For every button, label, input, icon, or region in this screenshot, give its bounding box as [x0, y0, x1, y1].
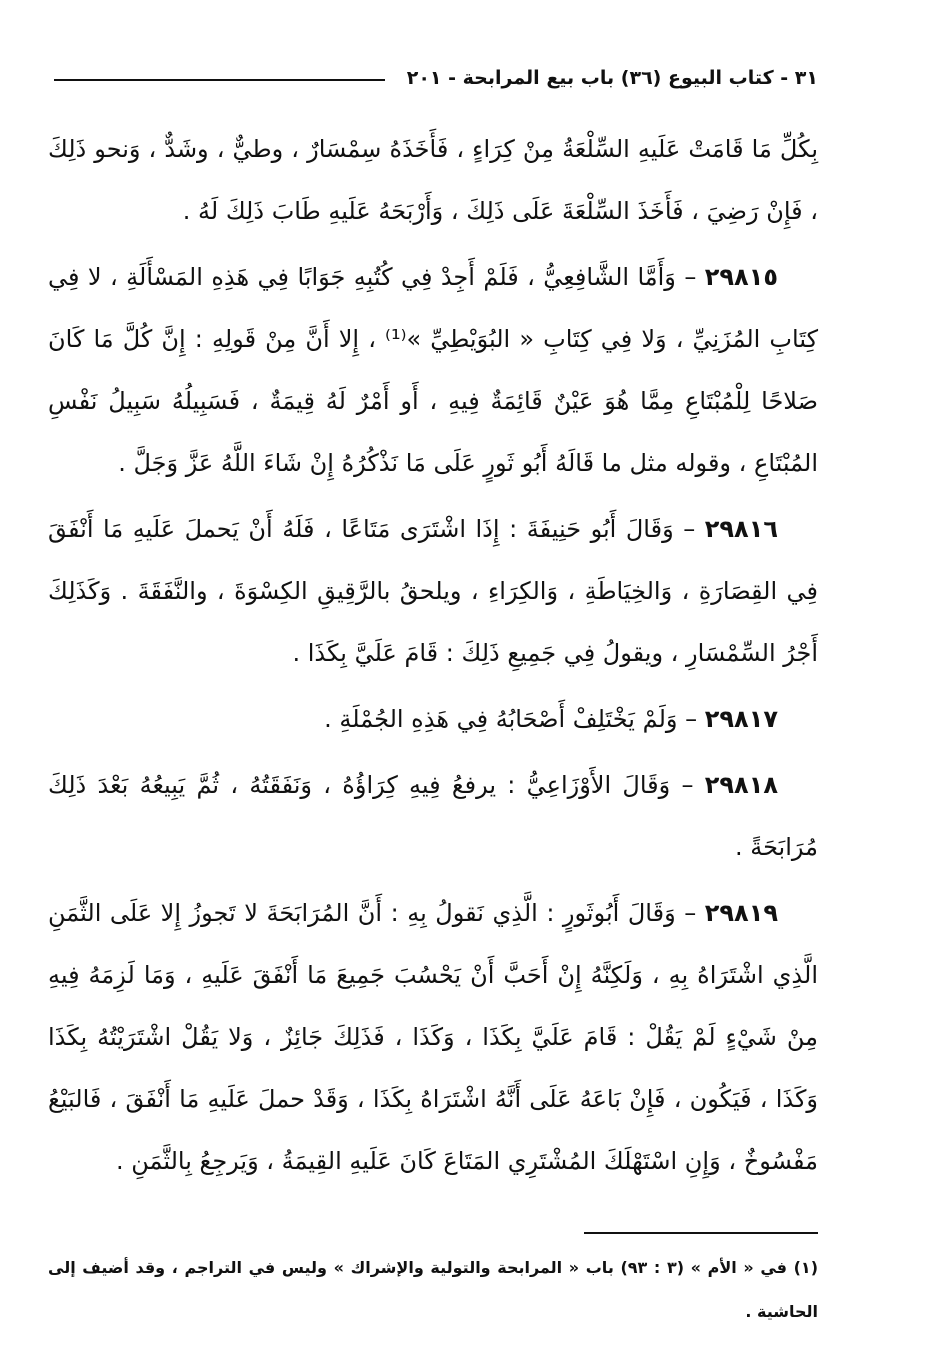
paragraph-29819 [48, 882, 818, 1192]
paragraph-text: – وَلَمْ يَخْتَلِفْ أَصْحَابُهُ فِي هَذِهِ الجُمْلَةِ . [324, 705, 698, 733]
footnote-rule [584, 1232, 818, 1234]
paragraph-continuation [48, 118, 818, 242]
paragraph-text: – وَقَالَ أَبُو حَنِيفَةَ : إِذَا اشْتَرَى مَتَاعًا ، فَلَهُ أَنْ يَحملَ عَلَيهِ مَا أَنْفَقَ فِي القِصَارَةِ ، وَالخِيَاطَةِ ، وَالكِرَاءِ ، ويلحقُ بالرَّقِيقِ الكِسْوَةَ ، والنَّفَقَةَ . وَكَذَلِكَ أَجْرُ السِّمْسَارِ ، ويقولُ فِي جَمِيعِ ذَلِكَ : قَامَ عَلَيَّ بِكَذَا . [48, 515, 818, 667]
paragraph-number: ٢٩٨١٨ [704, 771, 778, 799]
footnote-text: (١) في « الأم » (٣ : ٩٣) باب « المرابحة والتولية والإشراك » وليس في التراجم ، وقد أضيف إلى الحاشية . [48, 1258, 818, 1321]
paragraph-29817 [48, 688, 818, 750]
paragraph-number: ٢٩٨١٦ [704, 515, 778, 543]
paragraph-number: ٢٩٨١٩ [704, 899, 778, 927]
paragraph-text: بِكُلِّ مَا قَامَتْ عَلَيهِ السِّلْعَةُ مِنْ كِرَاءٍ ، فَأَخَذَهُ سِمْسَارٌ ، وطيٌّ ، وشَدٌّ ، وَنحو ذَلِكَ ، فَإِنْ رَضِيَ ، فَأَخَذَ السِّلْعَةَ عَلَى ذَلِكَ ، وَأَرْبَحَهُ عَلَيهِ طَابَ ذَلِكَ لَهُ . [48, 135, 818, 225]
header-title: ٣١ - كتاب البيوع (٣٦) باب بيع المرابحة - ٢٠١ [406, 67, 818, 89]
paragraph-number: ٢٩٨١٥ [704, 263, 778, 291]
paragraph-text: – وَأَمَّا الشَّافِعِيُّ ، فَلَمْ أَجِدْ فِي كُتُبِهِ جَوَابًا فِي هَذِهِ المَسْأَلَةِ ، لا فِي كِتَابِ المُزَنِيِّ ، وَلا فِي كِتَابِ « البُوَيْطِيِّ »⁽¹⁾ ، إِلا أَنَّ مِنْ قَولِهِ : إِنَّ كُلَّ مَا كَانَ صَلاحًا لِلْمُبْتَاعِ مِمَّا هُوَ عَيْنٌ قَائِمَةٌ فِيهِ ، أَو أَمْرٌ لَهُ قِيمَةٌ ، فَسَبِيلُهُ سَبِيلُ نَفْسِ المُبْتَاعِ ، وقوله مثل ما قَالَهُ أَبُو ثَورٍ عَلَى مَا نَذْكُرُهُ إِنْ شَاءَ اللَّهُ عَزَّ وَجَلَّ . [48, 263, 819, 477]
paragraph-29815 [48, 246, 818, 494]
paragraph-text: – وَقَالَ أَبُوثَورٍ : الَّذِي نَقولُ بِهِ : أَنَّ المُرَابَحَةَ لا تَجوزُ إِلا عَلَى الثَّمَنِ الَّذِي اشْتَرَاهُ بِهِ ، وَلَكِنَّهُ إِنْ أَحَبَّ أَنْ يَحْسُبَ جَمِيعَ مَا أَنْفَقَ عَلَيهِ ، وَمَا لَزِمَهُ فِيهِ مِنْ شَيْءٍ لَمْ يَقُلْ : قَامَ عَلَيَّ بِكَذَا ، وَكَذَا ، فَذَلِكَ جَائِزٌ ، وَلا يَقُلْ اشْتَرَيْتُهُ بِكَذَا وَكَذَا ، فَيَكُون ، فَإِنْ بَاعَهُ عَلَى أَنَّهُ اشْتَرَاهُ بِكَذَا ، وَقَدْ حملَ عَلَيهِ مَا أَنْفَقَ ، فَالبَيْعُ مَفْسُوخٌ ، وَإِنِ اسْتَهْلَكَ المُشْتَرِي المَتَاعَ كَانَ عَلَيهِ القِيمَةُ ، وَيَرجِعُ بِالثَّمَنِ . [48, 899, 818, 1175]
paragraph-text: – وَقَالَ الأَوْزَاعِيُّ : يرفعُ فِيهِ كِرَاؤُهُ ، وَنَفَقَتُهُ ، ثُمَّ يَبِيعُهُ بَعْدَ ذَلِكَ مُرَابَحَةً . [48, 771, 818, 861]
header-rule [54, 79, 385, 81]
running-header [54, 58, 818, 98]
paragraph-29816 [48, 498, 818, 684]
main-text [48, 118, 818, 1196]
footnote [48, 1246, 818, 1334]
paragraph-number: ٢٩٨١٧ [704, 705, 778, 733]
paragraph-29818 [48, 754, 818, 878]
